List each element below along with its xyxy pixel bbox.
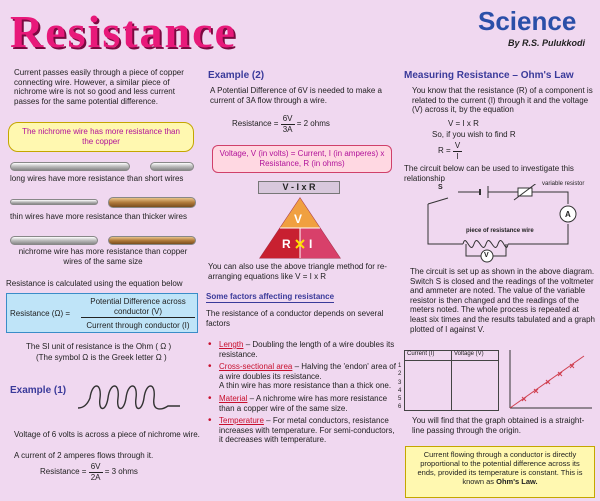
vir-triangle (258, 196, 342, 260)
eq-r: R = $\frac{V}{I}$ (438, 141, 461, 161)
eq-find-r: So, if you wish to find R (432, 130, 516, 139)
label-ammeter: A (565, 210, 571, 219)
ex2-text: A Potential Difference of 6V is needed to make a current of 3A flow through a wire. (210, 86, 382, 105)
nichrome-wire-rod (10, 236, 98, 245)
factor-temperature: • Temperature – For metal conductors, resistance increases with temperature. For semi-conductors, it decreases with temperature. (208, 416, 398, 445)
thin-wire-rod (10, 199, 98, 205)
graph-text: You will find that the graph obtained is a straight-line passing through the origin. (412, 416, 585, 435)
resistance-equation-box (6, 293, 198, 333)
example1-title: Example (1) (10, 385, 67, 396)
long-wire-rod (10, 162, 130, 171)
example2-title: Example (2) (208, 70, 265, 81)
long-wire-caption: long wires have more resistance than short wires (10, 174, 184, 183)
ex2-equation: Resistance = $\frac{6V}{3A}$ = 2 ohms (232, 114, 330, 134)
method-text: The circuit is set up as shown in the above diagram. Switch S is closed and the readings of the voltmeter and ammeter are noted. The value of the variable resistor is then changed and the readings of the meters noted. The whole process is repeated at least six times and the results tabulated and a graph plotted of I against V. (410, 267, 595, 334)
label-variable: variable resistor (542, 181, 585, 187)
eq-denominator: Current through conductor (I) (86, 321, 190, 330)
nichrome-caption: nichrome wire has more resistance than copper wires of the same size (18, 247, 188, 266)
thick-wire-rod (108, 197, 196, 208)
factor-material: • Material – A nichrome wire has more resistance than a copper wire of the same size. (208, 394, 398, 413)
short-wire-rod (150, 162, 194, 171)
factors-intro: The resistance of a conductor depends on several factors (206, 309, 384, 328)
factors-title: Some factors affecting resistance (206, 292, 335, 301)
ohms-law-box: Current flowing through a conductor is directly proportional to the potential difference across its ends, provided its temperature is constant. This is known as Ohm's Law. (405, 446, 595, 498)
tri-i: I (309, 237, 313, 251)
tri-v: V (294, 212, 303, 226)
ohms-law-title: Measuring Resistance – Ohm's Law (404, 70, 574, 81)
symbol-note: (The symbol Ω is the Greek letter Ω ) (36, 353, 167, 362)
coil-wire-icon (76, 378, 184, 418)
th-voltage: Voltage (V) (452, 351, 499, 361)
eq-left: Resistance (Ω) = (10, 309, 70, 318)
iv-graph (504, 348, 594, 412)
factor-length: • Length – Doubling the length of a wire doubles its resistance. (208, 340, 398, 359)
label-switch: S (438, 184, 443, 191)
circuit-diagram (418, 184, 594, 264)
nichrome-note: The nichrome wire has more resistance than the copper (8, 122, 194, 152)
triangle-text: You can also use the above triangle method for re-arranging equations like V = I x R (208, 262, 387, 281)
tri-r: R (282, 237, 291, 251)
ex1-equation: Resistance = $\frac{6V}{2A}$ = 3 ohms (40, 462, 138, 482)
ohms-intro: You know that the resistance (R) of a component is related to the current (I) through it and the voltage (V) across it, by the equation (412, 86, 593, 115)
label-wire: piece of resistance wire (466, 228, 534, 234)
ex1-text2: A current of 2 amperes flows through it. (14, 451, 154, 460)
author-label: By R.S. Pulukkodi (508, 38, 586, 48)
vir-note: Voltage, V (in volts) = Current, I (in amperes) x Resistance, R (in ohms) (212, 145, 392, 173)
subject-label: Science (478, 6, 577, 36)
th-current: Current (I) (405, 351, 452, 361)
eq-numerator: Potential Difference across conductor (V) (81, 297, 195, 318)
factor-area: • Cross-sectional area – Halving the 'endon' area of a wire doubles its resistance. A thin wire has more resistance than a thick one. (208, 362, 398, 391)
si-unit: The SI unit of resistance is the Ohm ( Ω ) (26, 342, 172, 351)
factors-list (208, 340, 398, 448)
label-voltmeter: V (484, 252, 489, 259)
results-table (404, 350, 499, 411)
row-numbers: 1 2 3 4 5 6 (398, 363, 402, 411)
eq-vir: V = I x R (448, 119, 479, 128)
page-title: Resistance (10, 6, 237, 57)
calc-intro: Resistance is calculated using the equation below (6, 279, 183, 288)
vir-label: V - I x R (258, 181, 340, 194)
copper-wire-rod (108, 236, 196, 245)
intro-text: Current passes easily through a piece of copper connecting wire. However, a similar piece of nichrome wire is not so good and less current passes for the same potential difference. (14, 68, 184, 106)
ex1-text1: Voltage of 6 volts is across a piece of nichrome wire. (14, 430, 200, 439)
thin-wire-caption: thin wires have more resistance than thicker wires (10, 212, 187, 221)
circuit-intro: The circuit below can be used to investigate this relationship (404, 164, 574, 183)
